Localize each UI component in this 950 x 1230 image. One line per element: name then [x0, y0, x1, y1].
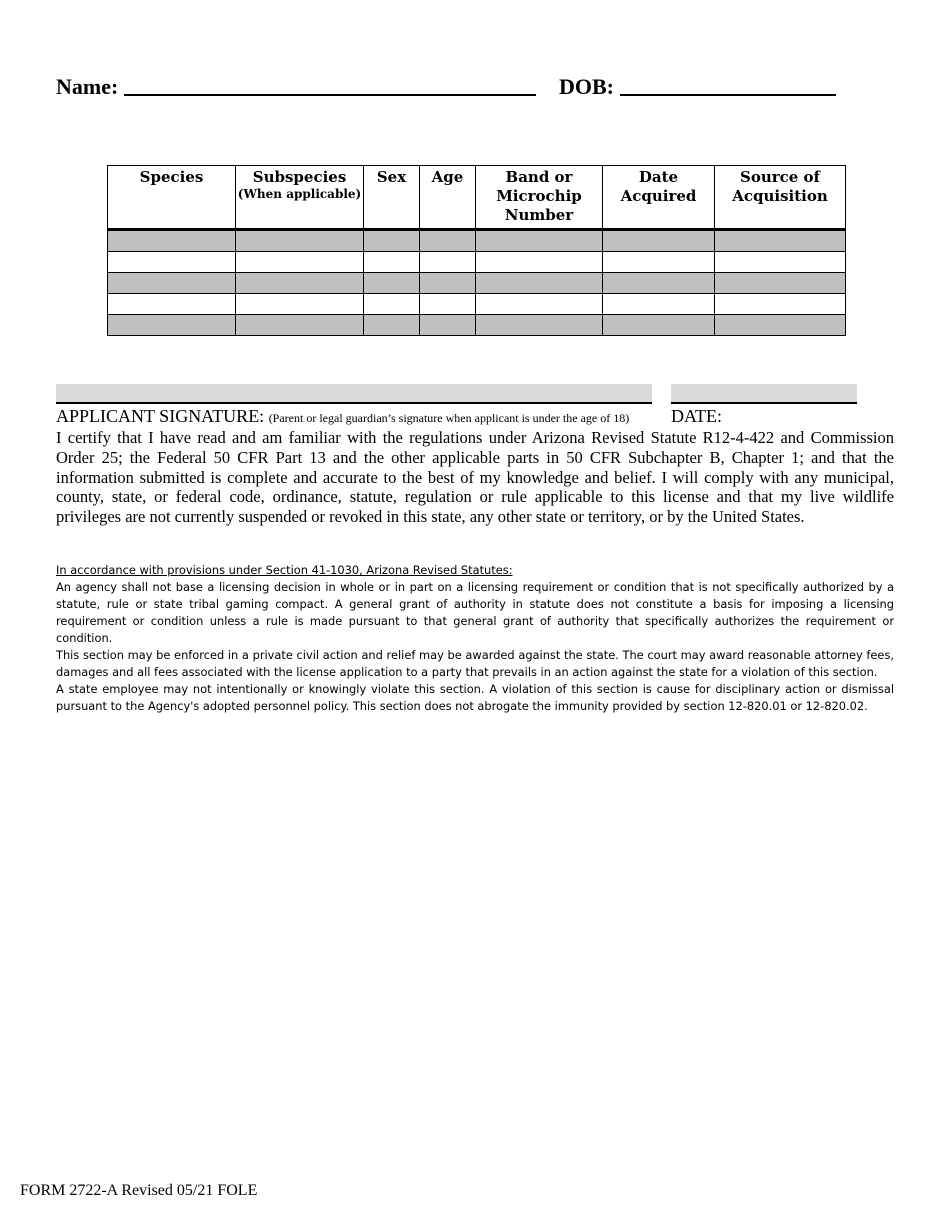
table-cell[interactable] — [108, 294, 236, 315]
table-cell[interactable] — [715, 230, 846, 252]
table-cell[interactable] — [603, 315, 715, 336]
subspecies-note: (When applicable) — [237, 187, 362, 201]
table-cell[interactable] — [364, 252, 420, 273]
statute-paragraph: A state employee may not intentionally or knowingly violate this section. A violation of this section is cause for disciplinary action or dismissal pursuant to the Agency's adopted personnel policy. This section does not abrogate the immunity provided by section 12-820.01 or 12-820.02. — [56, 682, 894, 713]
table-cell[interactable] — [364, 315, 420, 336]
table-cell[interactable] — [236, 273, 364, 294]
table-cell[interactable] — [236, 294, 364, 315]
table-row — [108, 252, 846, 273]
table-cell[interactable] — [364, 273, 420, 294]
table-cell[interactable] — [476, 273, 603, 294]
table-cell[interactable] — [715, 273, 846, 294]
table-row — [108, 273, 846, 294]
statute-paragraph: This section may be enforced in a private civil action and relief may be awarded against the state. The court may award reasonable attorney fees, damages and all fees associated with the license application to a party that prevails in an action against the state for a violation of this section. — [56, 648, 894, 679]
column-header-species: Species — [108, 166, 236, 230]
column-header-subspecies: Subspecies (When applicable) — [236, 166, 364, 230]
table-cell[interactable] — [108, 273, 236, 294]
name-field[interactable] — [124, 74, 536, 96]
column-header-date-acquired: Date Acquired — [603, 166, 715, 230]
table-cell[interactable] — [420, 315, 476, 336]
table-cell[interactable] — [715, 294, 846, 315]
applicant-signature-label: APPLICANT SIGNATURE: (Parent or legal guardian’s signature when applicant is under the age of 18) — [56, 406, 630, 426]
dob-label: DOB: — [559, 74, 614, 99]
table-header-row — [108, 166, 846, 230]
column-header-band-microchip: Band or Microchip Number — [476, 166, 603, 230]
animal-table — [107, 165, 846, 336]
dob-field[interactable] — [620, 74, 836, 96]
table-cell[interactable] — [603, 252, 715, 273]
table-row — [108, 294, 846, 315]
table-cell[interactable] — [364, 294, 420, 315]
table-cell[interactable] — [476, 294, 603, 315]
table-cell[interactable] — [420, 230, 476, 252]
column-header-age: Age — [420, 166, 476, 230]
table-cell[interactable] — [603, 273, 715, 294]
table-cell[interactable] — [420, 273, 476, 294]
table-cell[interactable] — [108, 315, 236, 336]
table-cell[interactable] — [603, 230, 715, 252]
guardian-note: (Parent or legal guardian’s signature when applicant is under the age of 18) — [268, 411, 630, 425]
table-cell[interactable] — [108, 230, 236, 252]
statute-paragraph: An agency shall not base a licensing decision in whole or in part on a licensing requirement or condition that is not specifically authorized by a statute, rule or state tribal gaming compact. A general grant of authority in statute does not constitute a basis for imposing a licensing requirement or condition unless a rule is made pursuant to that general grant of authority that specifically authorizes the requirement or condition. — [56, 580, 894, 645]
table-cell[interactable] — [108, 252, 236, 273]
table-row — [108, 230, 846, 252]
name-row — [56, 74, 536, 100]
dob-row — [559, 74, 836, 100]
table-cell[interactable] — [715, 315, 846, 336]
table-cell[interactable] — [476, 230, 603, 252]
table-cell[interactable] — [236, 230, 364, 252]
table-cell[interactable] — [715, 252, 846, 273]
table-cell[interactable] — [236, 252, 364, 273]
statute-section — [56, 562, 894, 715]
statute-heading: In accordance with provisions under Section 41-1030, Arizona Revised Statutes: — [56, 563, 513, 577]
table-cell[interactable] — [603, 294, 715, 315]
table-row — [108, 315, 846, 336]
column-header-source: Source of Acquisition — [715, 166, 846, 230]
applicant-signature-field[interactable] — [56, 384, 652, 404]
certification-text: I certify that I have read and am familiar with the regulations under Arizona Revised Statute R12-4-422 and Commission Order 25; the Federal 50 CFR Part 13 and the other applicable parts in 50 CFR Subchapter B, Chapter 1; and that the information submitted is complete and accurate to the best of my knowledge and belief. I will comply with any municipal, county, state, or federal code, ordinance, statute, regulation or rule applicable to this license and that my live wildlife privileges are not currently suspended or revoked in this state, any other state or territory, or by the United States. — [56, 428, 894, 527]
table-cell[interactable] — [236, 315, 364, 336]
table-cell[interactable] — [476, 252, 603, 273]
column-header-sex: Sex — [364, 166, 420, 230]
table-cell[interactable] — [476, 315, 603, 336]
date-label: DATE: — [671, 406, 722, 426]
table-cell[interactable] — [420, 252, 476, 273]
name-label: Name: — [56, 74, 119, 99]
table-cell[interactable] — [420, 294, 476, 315]
table-cell[interactable] — [364, 230, 420, 252]
form-footer: FORM 2722-A Revised 05/21 FOLE — [20, 1182, 258, 1199]
date-field[interactable] — [671, 384, 857, 404]
